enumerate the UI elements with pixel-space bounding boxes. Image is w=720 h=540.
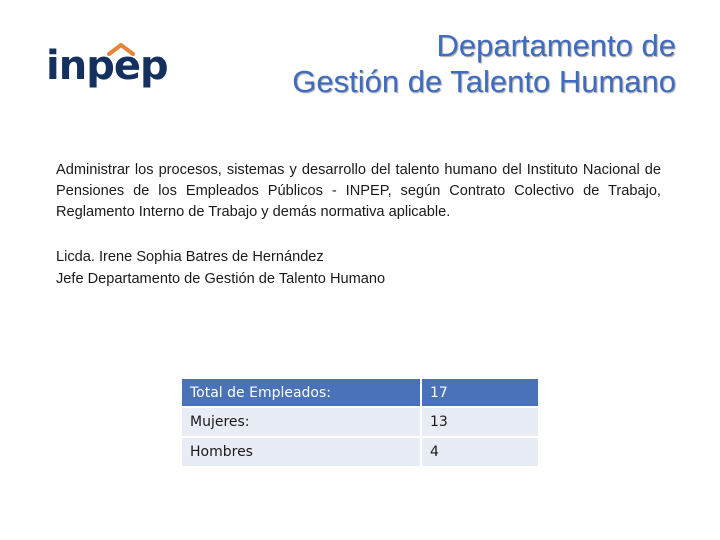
men-label: Hombres xyxy=(181,437,421,467)
table-row xyxy=(181,407,539,437)
signer-name: Licda. Irene Sophia Batres de Hernández xyxy=(56,249,324,265)
title-line-1: Departamento de xyxy=(436,28,676,63)
men-value: 4 xyxy=(421,437,539,467)
table-row xyxy=(181,437,539,467)
title-line-2: Gestión de Talento Humano xyxy=(292,64,676,99)
total-employees-value: 17 xyxy=(421,378,539,407)
signer-block xyxy=(56,246,656,290)
signer-role: Jefe Departamento de Gestión de Talento Humano xyxy=(56,271,386,287)
table-row xyxy=(181,378,539,407)
employee-stats-table xyxy=(180,377,540,468)
women-label: Mujeres: xyxy=(181,407,421,437)
inpep-logo xyxy=(46,40,168,96)
department-description: Administrar los procesos, sistemas y desarrollo del talento humano del Instituto Nacional de Pensiones de los Empleados Públicos - INPEP, según Contrato Colectivo de Trabajo, Reglamento Interno de Trabajo y demás normativa aplicable. xyxy=(56,162,661,220)
women-value: 13 xyxy=(421,407,539,437)
page-title xyxy=(156,28,676,100)
logo-wordmark: inpep xyxy=(46,43,168,89)
total-employees-label: Total de Empleados: xyxy=(181,378,421,407)
